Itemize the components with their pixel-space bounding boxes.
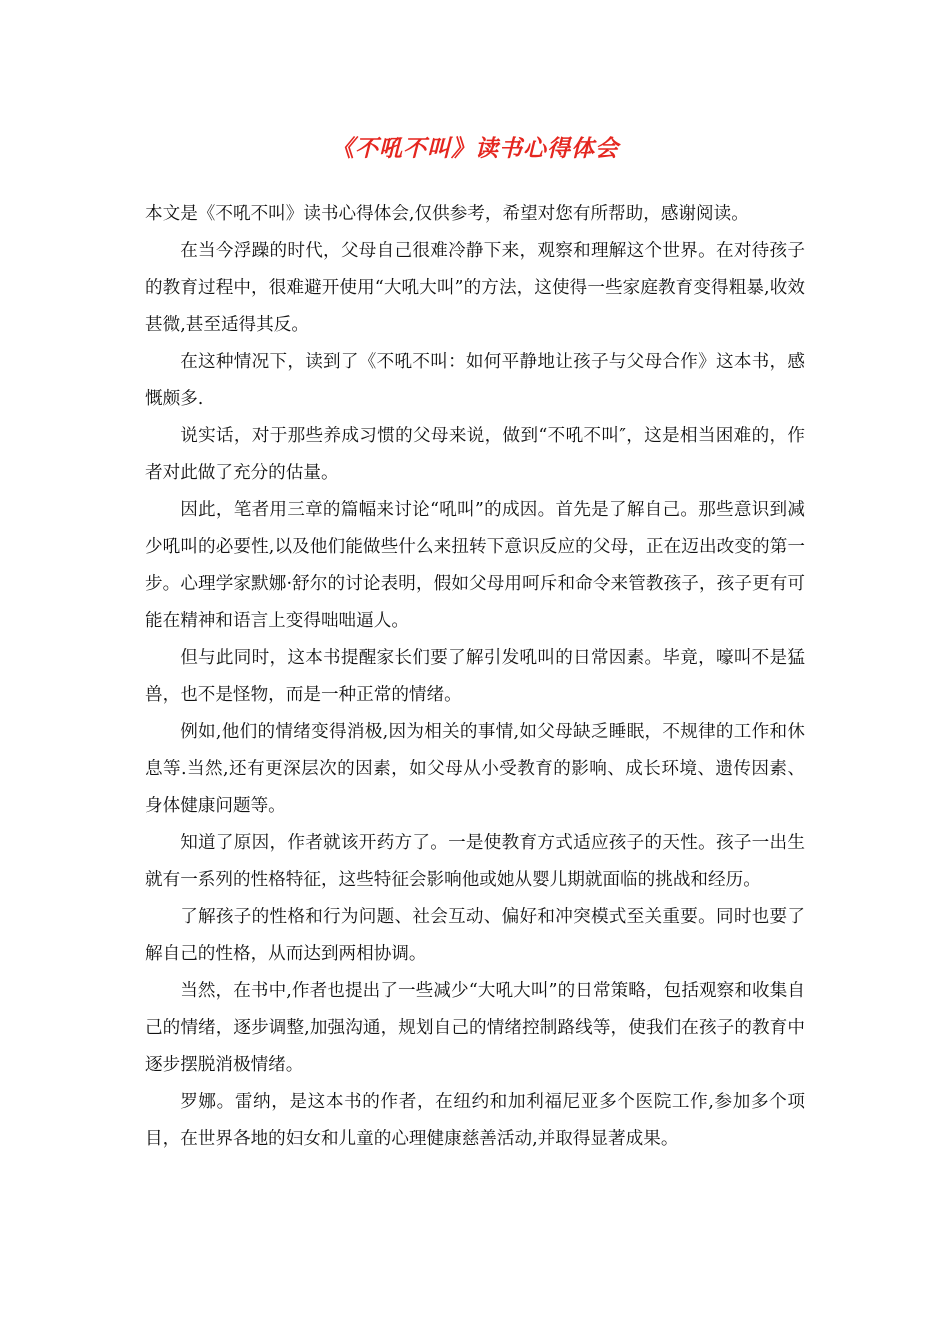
intro-paragraph: 本文是《不吼不叫》读书心得体会,仅供参考，希望对您有所帮助，感谢阅读。 <box>145 204 749 224</box>
body-paragraph: 在当今浮躁的时代，父母自己很难冷静下来，观察和理解这个世界。在对待孩子的教育过程中，很难避开使用“大吼大叫”的方法，这使得一些家庭教育变得粗暴,收效甚微,甚至适得其反。 <box>145 241 805 335</box>
document-body <box>145 196 805 1158</box>
body-paragraph: 因此，笔者用三章的篇幅来讨论“吼叫”的成因。首先是了解自己。那些意识到减少吼叫的必要性,以及他们能做些什么来扭转下意识反应的父母，正在迈出改变的第一步。心理学家默娜·舒尔的讨论表明，假如父母用呵斥和命令来管教孩子，孩子更有可能在精神和语言上变得咄咄逼人。 <box>145 500 805 631</box>
body-paragraph: 例如,他们的情绪变得消极,因为相关的事情,如父母缺乏睡眠，不规律的工作和休息等.当然,还有更深层次的因素，如父母从小受教育的影响、成长环境、遗传因素、身体健康问题等。 <box>145 722 805 816</box>
body-paragraph: 但与此同时，这本书提醒家长们要了解引发吼叫的日常因素。毕竟，嚎叫不是猛兽，也不是怪物，而是一种正常的情绪。 <box>145 648 805 705</box>
document-title: 《不吼不叫》读书心得体会 <box>331 136 619 162</box>
body-paragraph: 在这种情况下，读到了《不吼不叫：如何平静地让孩子与父母合作》这本书，感慨颇多. <box>145 352 805 409</box>
body-paragraph: 知道了原因，作者就该开药方了。一是使教育方式适应孩子的天性。孩子一出生就有一系列的性格特征，这些特征会影响他或她从婴儿期就面临的挑战和经历。 <box>145 833 805 890</box>
body-paragraph: 当然，在书中,作者也提出了一些减少“大吼大叫”的日常策略，包括观察和收集自己的情绪，逐步调整,加强沟通，规划自己的情绪控制路线等，使我们在孩子的教育中逐步摆脱消极情绪。 <box>145 981 805 1075</box>
body-paragraph: 说实话，对于那些养成习惯的父母来说，做到“不吼不叫″，这是相当困难的，作者对此做了充分的估量。 <box>145 426 805 483</box>
body-paragraph: 了解孩子的性格和行为问题、社会互动、偏好和冲突模式至关重要。同时也要了解自己的性格，从而达到两相协调。 <box>145 907 805 964</box>
body-paragraph: 罗娜。雷纳，是这本书的作者，在纽约和加利福尼亚多个医院工作,参加多个项目，在世界各地的妇女和儿童的心理健康慈善活动,并取得显著成果。 <box>145 1092 805 1149</box>
